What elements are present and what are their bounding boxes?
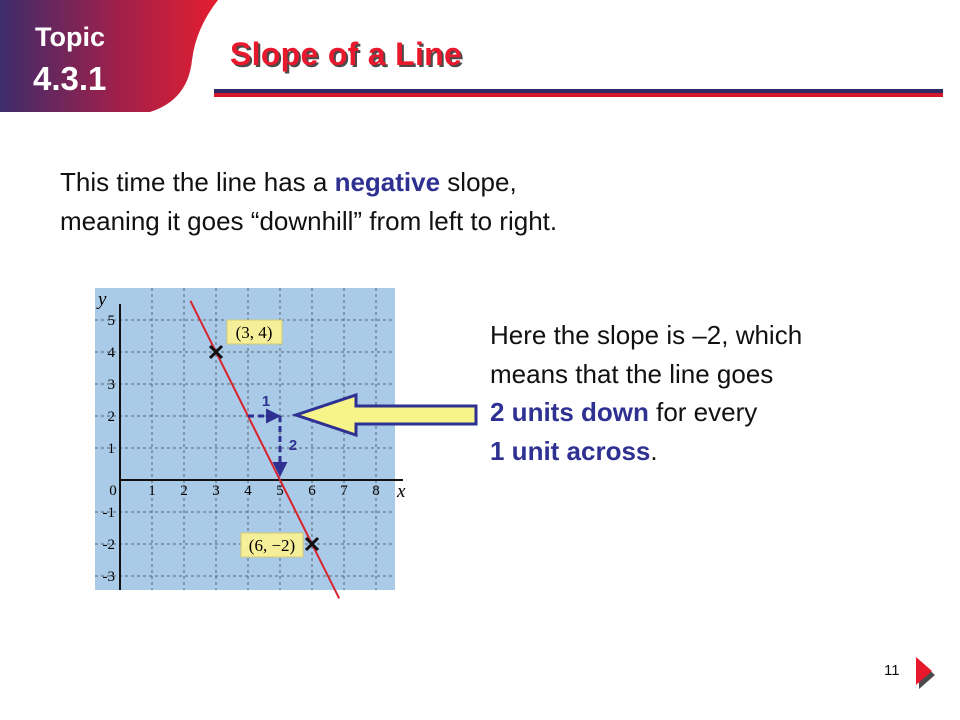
rise-label: 2 — [288, 437, 298, 454]
y-tick-label: -3 — [102, 569, 115, 585]
run-label: 1 — [261, 393, 271, 410]
y-tick-label: 4 — [107, 345, 115, 361]
x-tick-label: 6 — [308, 483, 316, 499]
x-axis-label: x — [397, 481, 406, 502]
callout-pointer-arrow-icon — [290, 392, 480, 442]
explanation-line-3 — [490, 393, 930, 432]
y-tick-label: 3 — [107, 377, 115, 393]
y-tick-label: -1 — [102, 505, 115, 521]
title-underline-accent — [214, 93, 943, 97]
explanation-line-4-end: . — [650, 435, 658, 466]
origin-label: 0 — [109, 483, 117, 499]
explanation-line-3-end: for every — [648, 397, 758, 427]
y-tick-label: 1 — [107, 441, 115, 457]
topic-badge — [0, 0, 220, 112]
y-tick-label: -2 — [102, 537, 115, 553]
page-number: 11 — [884, 662, 900, 679]
x-tick-label: 4 — [244, 483, 252, 499]
x-tick-label: 5 — [276, 483, 284, 499]
y-tick-label: 5 — [107, 313, 115, 329]
explanation-line-2: means that the line goes — [490, 358, 774, 389]
slope-explanation — [490, 316, 930, 470]
y-tick-label: 2 — [107, 409, 115, 425]
slide-title: Slope of a Line — [230, 36, 463, 72]
topic-label: Topic — [35, 22, 105, 52]
explanation-line-1: Here the slope is –2, which — [490, 320, 803, 350]
intro-line-1-end: slope, — [440, 167, 517, 197]
x-tick-label: 2 — [180, 483, 188, 499]
intro-line-2: meaning it goes “downhill” from left to right. — [60, 206, 558, 236]
point-b-label: (6, −2) — [248, 536, 296, 555]
x-tick-label: 8 — [372, 483, 380, 499]
negative-keyword: negative — [334, 167, 441, 197]
point-a-label: (3, 4) — [235, 323, 273, 342]
explanation-line-4 — [490, 432, 930, 471]
x-tick-label: 7 — [340, 483, 348, 499]
intro-line-1-start: This time the line has a — [60, 167, 335, 197]
intro-line-1 — [60, 163, 760, 202]
unit-across-keyword: 1 unit across — [490, 435, 651, 466]
x-tick-label: 1 — [148, 483, 156, 499]
y-axis-label: y — [98, 289, 107, 310]
x-tick-label: 3 — [212, 483, 220, 499]
topic-number: 4.3.1 — [33, 60, 107, 97]
intro-text — [60, 163, 760, 241]
units-down-keyword: 2 units down — [490, 397, 649, 427]
next-slide-arrow-icon[interactable] — [914, 655, 936, 691]
